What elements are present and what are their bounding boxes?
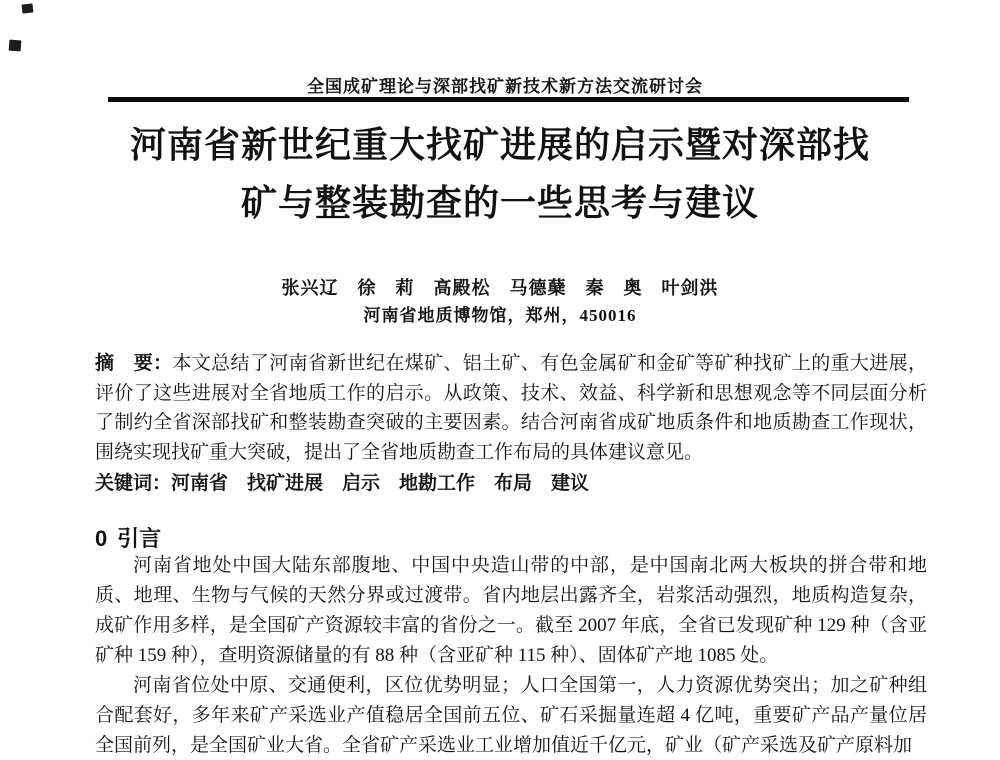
authors-line: 张兴辽 徐 莉 高殿松 马德蘖 秦 奥 叶剑洪 — [281, 278, 719, 298]
abstract-block — [95, 349, 927, 467]
body-paragraph-1: 河南省地处中国大陆东部腹地、中国中央造山带的中部，是中国南北两大板块的拼合带和地质、地理、生物与气候的天然分界或过渡带。省内地层出露齐全，岩浆活动强烈，地质构造复杂，成矿作用多样，是全国矿产资源较丰富的省份之一。截至 2007 年底，全省已发现矿种 129 种（含亚矿种 159 种），查明资源储量的有 88 种（含亚矿种 115 种）、固体矿产地 1085 处。 — [95, 555, 927, 666]
section-heading-introduction — [95, 522, 161, 553]
paper-title-line2: 矿与整装勘查的一些思考与建议 — [240, 183, 759, 223]
keywords-text: 河南省 找矿进展 启示 地勘工作 布局 建议 — [171, 473, 590, 494]
affiliation-line: 河南省地质博物馆，郑州，450016 — [363, 306, 637, 325]
section-title: 引言 — [117, 526, 162, 551]
scan-speckle — [9, 40, 22, 52]
body-paragraph-2: 河南省位处中原、交通便利，区位优势明显；人口全国第一，人力资源优势突出；加之矿种组合配套好，多年来矿产采选业产值稳居全国前五位、矿石采掘量连超 4 亿吨，重要矿产品产量位居全国前列，是全国矿业大省。全省矿产采选业工业增加值近千亿元，矿业（矿产采选及矿产原料加 — [95, 675, 927, 756]
paper-title — [60, 116, 940, 232]
section-number: 0 — [95, 526, 108, 551]
header-rule — [108, 97, 909, 102]
keywords-label: 关键词： — [95, 473, 172, 494]
abstract-label: 摘 要： — [95, 353, 173, 374]
keywords-block — [95, 468, 955, 495]
scan-speckle — [22, 3, 34, 13]
paper-title-line1: 河南省新世纪重大找矿进展的启示暨对深部找 — [129, 125, 870, 165]
abstract-text: 本文总结了河南省新世纪在煤矿、铝土矿、有色金属矿和金矿等矿种找矿上的重大进展，评价了这些进展对全省地质工作的启示。从政策、技术、效益、科学新和思想观念等不同层面分析了制约全省深部找矿和整装勘查突破的主要因素。结合河南省成矿地质条件和地质勘查工作现状，围绕实现找矿重大突破，提出了全省地质勘查工作布局的具体建议意见。 — [95, 353, 927, 463]
conference-header: 全国成矿理论与深部找矿新技术新方法交流研讨会 — [307, 77, 703, 96]
